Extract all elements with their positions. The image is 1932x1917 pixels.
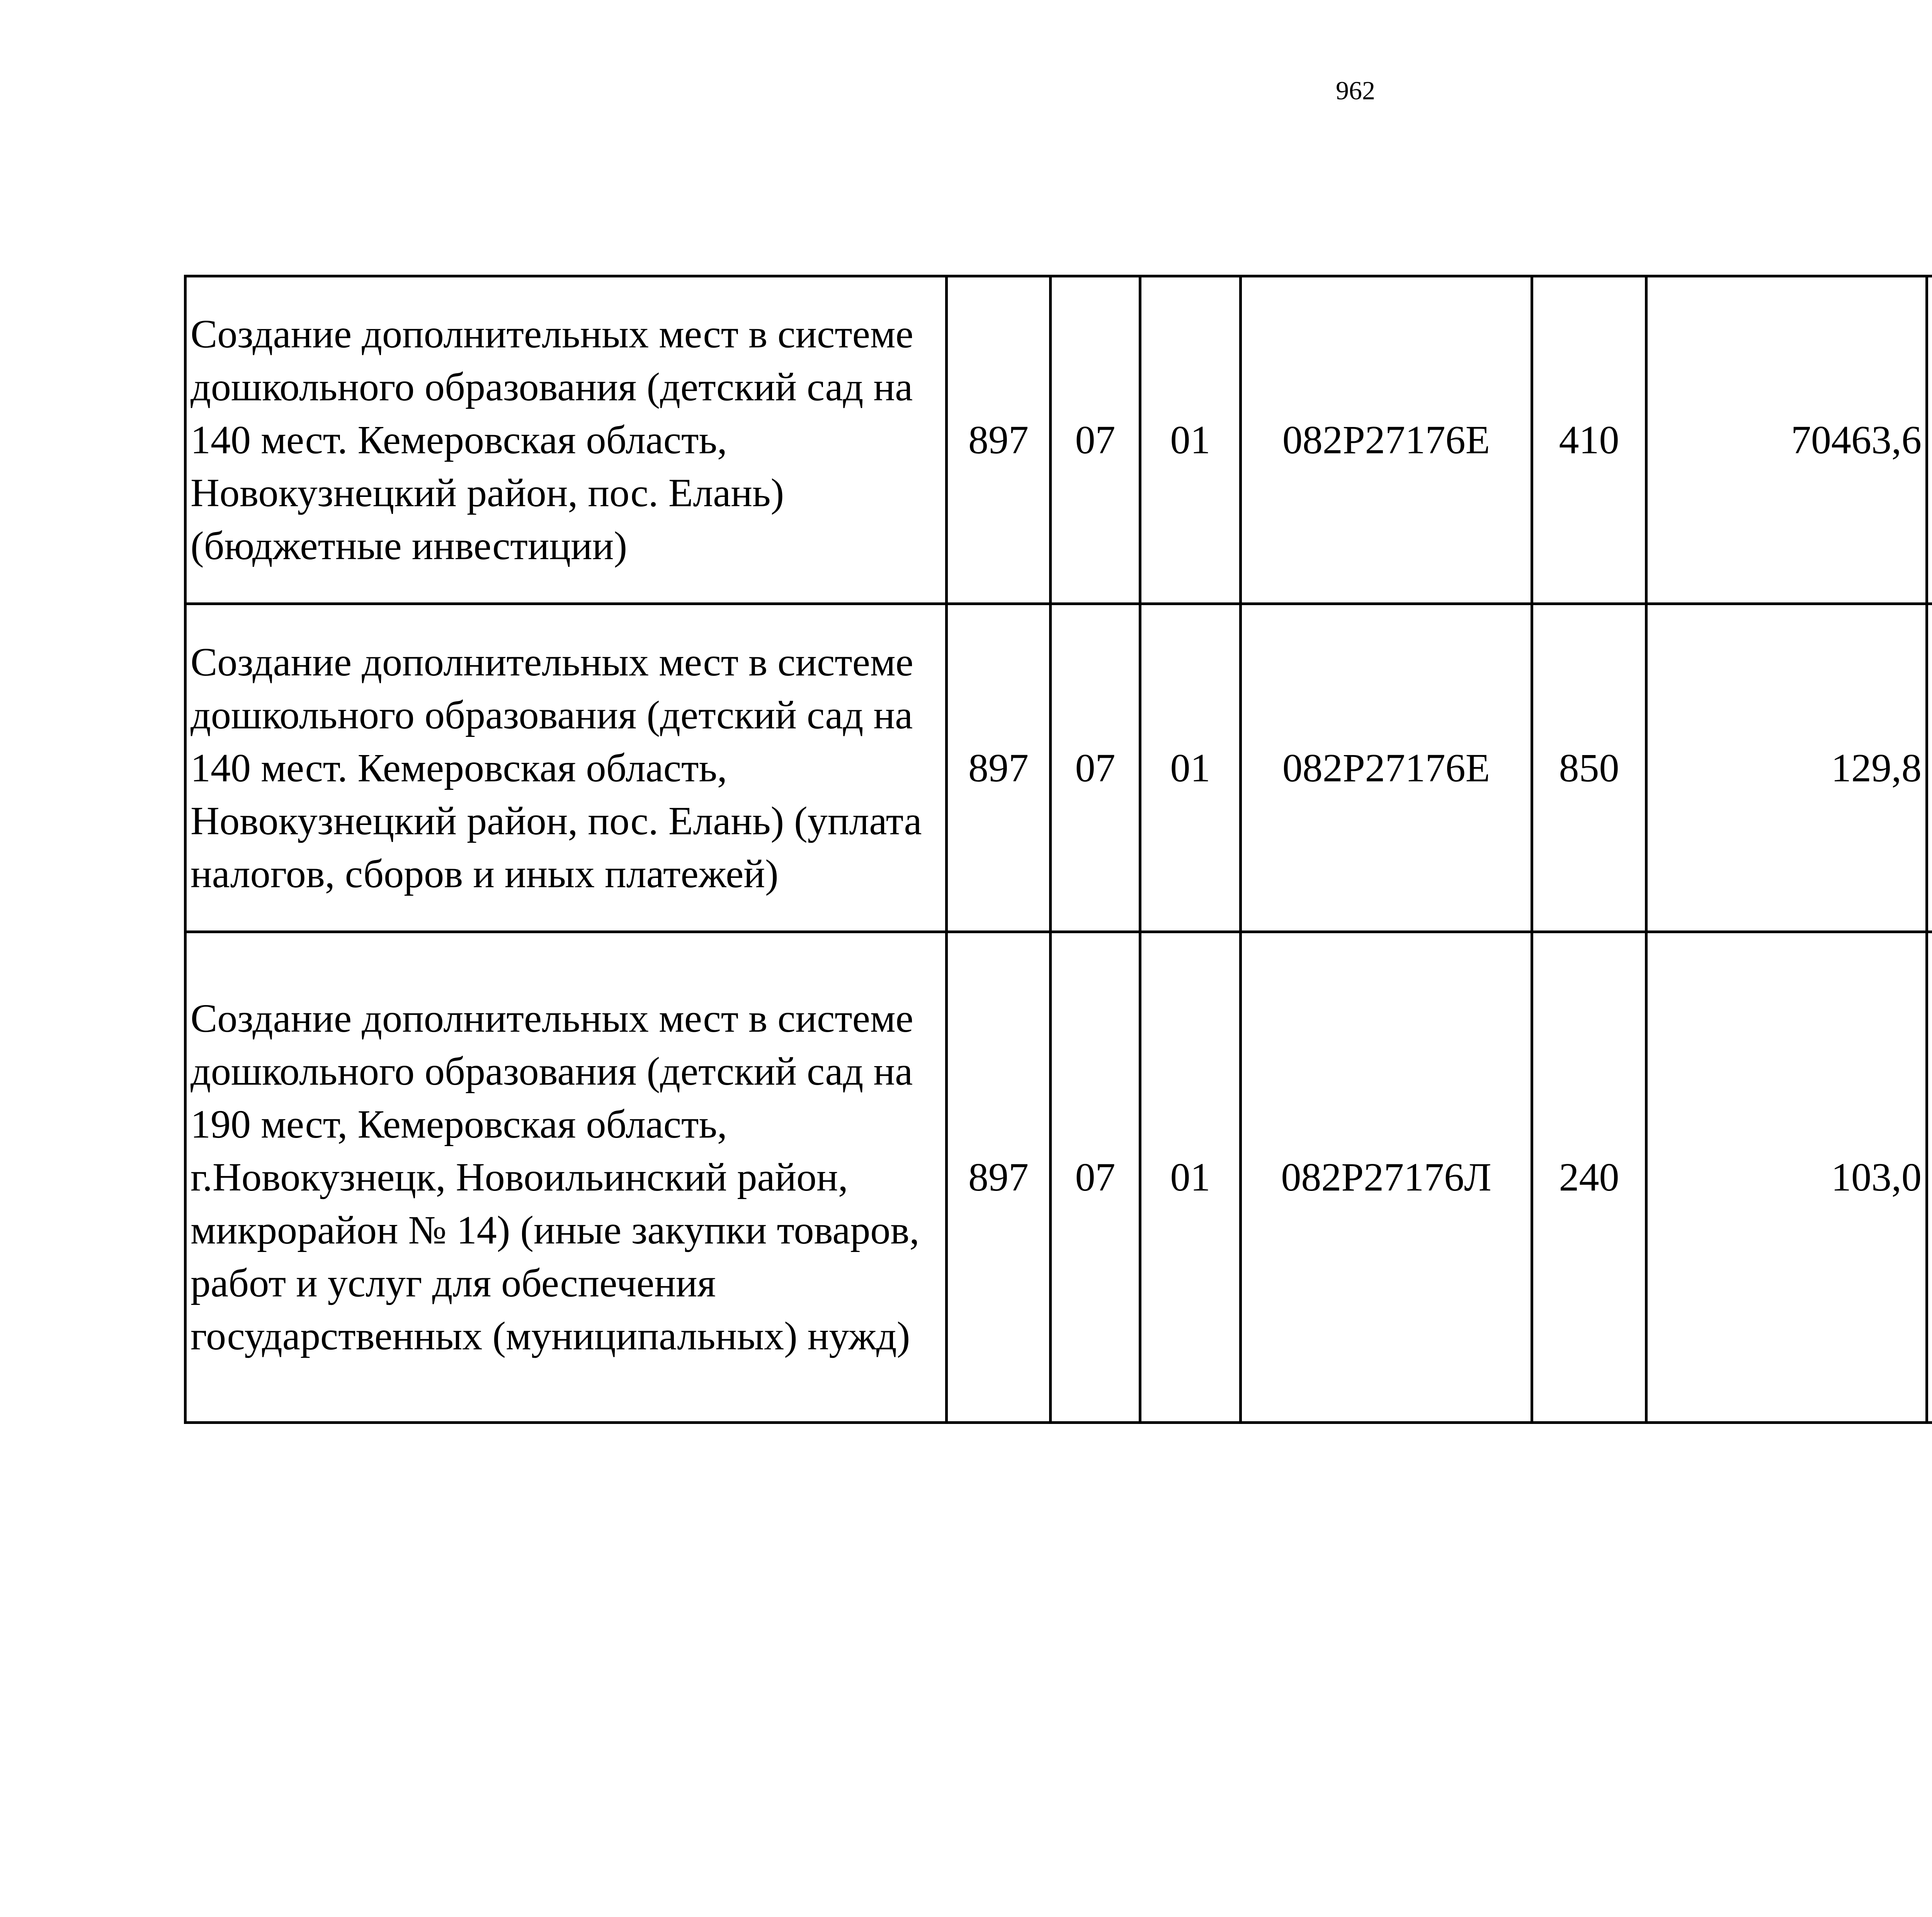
target-article-code: 082P27176Е xyxy=(1241,276,1532,604)
row-description: Создание дополнительных мест в системе дошкольного образования (детский сад на 190 мест, Кемеровская область, г.Новокузнецк, Новоильинский район, микрорайон № 14) (иные закупки товаров, работ и услуг для обеспечения государственных (муниципальных) нужд) xyxy=(185,932,947,1423)
expense-type-code: 240 xyxy=(1532,932,1646,1423)
expense-type-code: 850 xyxy=(1532,604,1646,932)
target-article-code: 082P27176Е xyxy=(1241,604,1532,932)
row-description: Создание дополнительных мест в системе дошкольного образования (детский сад на 140 мест. Кемеровская область, Новокузнецкий район, пос. Елань) (уплата налогов, сборов и иных платежей) xyxy=(185,604,947,932)
row-description: Создание дополнительных мест в системе дошкольного образования (детский сад на 140 мест. Кемеровская область, Новокузнецкий район, пос. Елань) (бюджетные инвестиции) xyxy=(185,276,947,604)
ministry-code: 897 xyxy=(947,276,1051,604)
subsection-code: 01 xyxy=(1140,276,1241,604)
table-row xyxy=(185,604,1932,932)
amount-1: 70463,6 xyxy=(1646,276,1927,604)
table-row xyxy=(185,932,1932,1423)
ministry-code: 897 xyxy=(947,604,1051,932)
amount-1: 129,8 xyxy=(1646,604,1927,932)
target-article-code: 082P27176Л xyxy=(1241,932,1532,1423)
subsection-code: 01 xyxy=(1140,604,1241,932)
amount-2 xyxy=(1927,276,1932,604)
page-number: 962 xyxy=(1336,76,1375,105)
subsection-code: 01 xyxy=(1140,932,1241,1423)
expense-type-code: 410 xyxy=(1532,276,1646,604)
section-code: 07 xyxy=(1051,932,1140,1423)
section-code: 07 xyxy=(1051,276,1140,604)
section-code: 07 xyxy=(1051,604,1140,932)
budget-table xyxy=(184,275,1932,1424)
table-row xyxy=(185,276,1932,604)
amount-2 xyxy=(1927,932,1932,1423)
amount-2 xyxy=(1927,604,1932,932)
amount-1: 103,0 xyxy=(1646,932,1927,1423)
ministry-code: 897 xyxy=(947,932,1051,1423)
